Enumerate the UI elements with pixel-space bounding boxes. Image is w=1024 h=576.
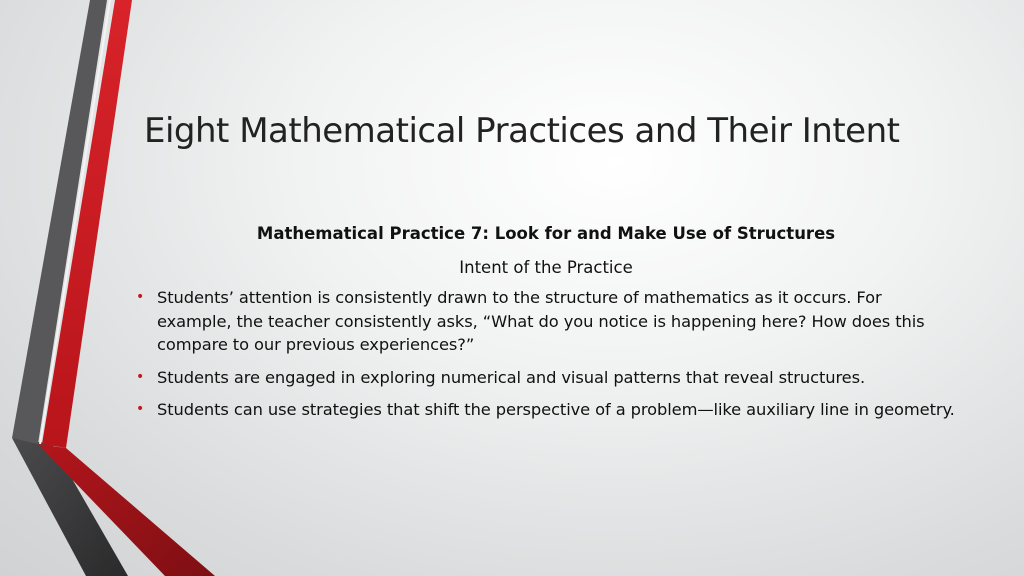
intent-label: Intent of the Practice: [459, 258, 633, 277]
bullet-text: Students can use strategies that shift the perspective of a problem—like auxiliary line in geometry.: [157, 400, 955, 419]
bullet-list: [136, 286, 956, 422]
practice-heading: Mathematical Practice 7: Look for and Make Use of Structures: [256, 224, 836, 243]
bullet-item: [136, 286, 956, 357]
slide-content: [136, 222, 956, 431]
bullet-text: Students are engaged in exploring numerical and visual patterns that reveal structures.: [157, 367, 866, 387]
bullet-item: [136, 398, 956, 422]
bullet-text: Students’ attention is consistently drawn to the structure of mathematics as it occurs. For example, the teacher consistently asks, “What do you notice is happening here? How does this compare to our previous experiences?”: [157, 288, 925, 354]
bullet-item: [136, 366, 956, 390]
bullet-dot-icon: •: [136, 368, 145, 385]
bullet-dot-icon: •: [136, 289, 145, 305]
slide-title: Eight Mathematical Practices and Their Intent: [144, 111, 900, 151]
bullet-dot-icon: •: [136, 401, 145, 417]
